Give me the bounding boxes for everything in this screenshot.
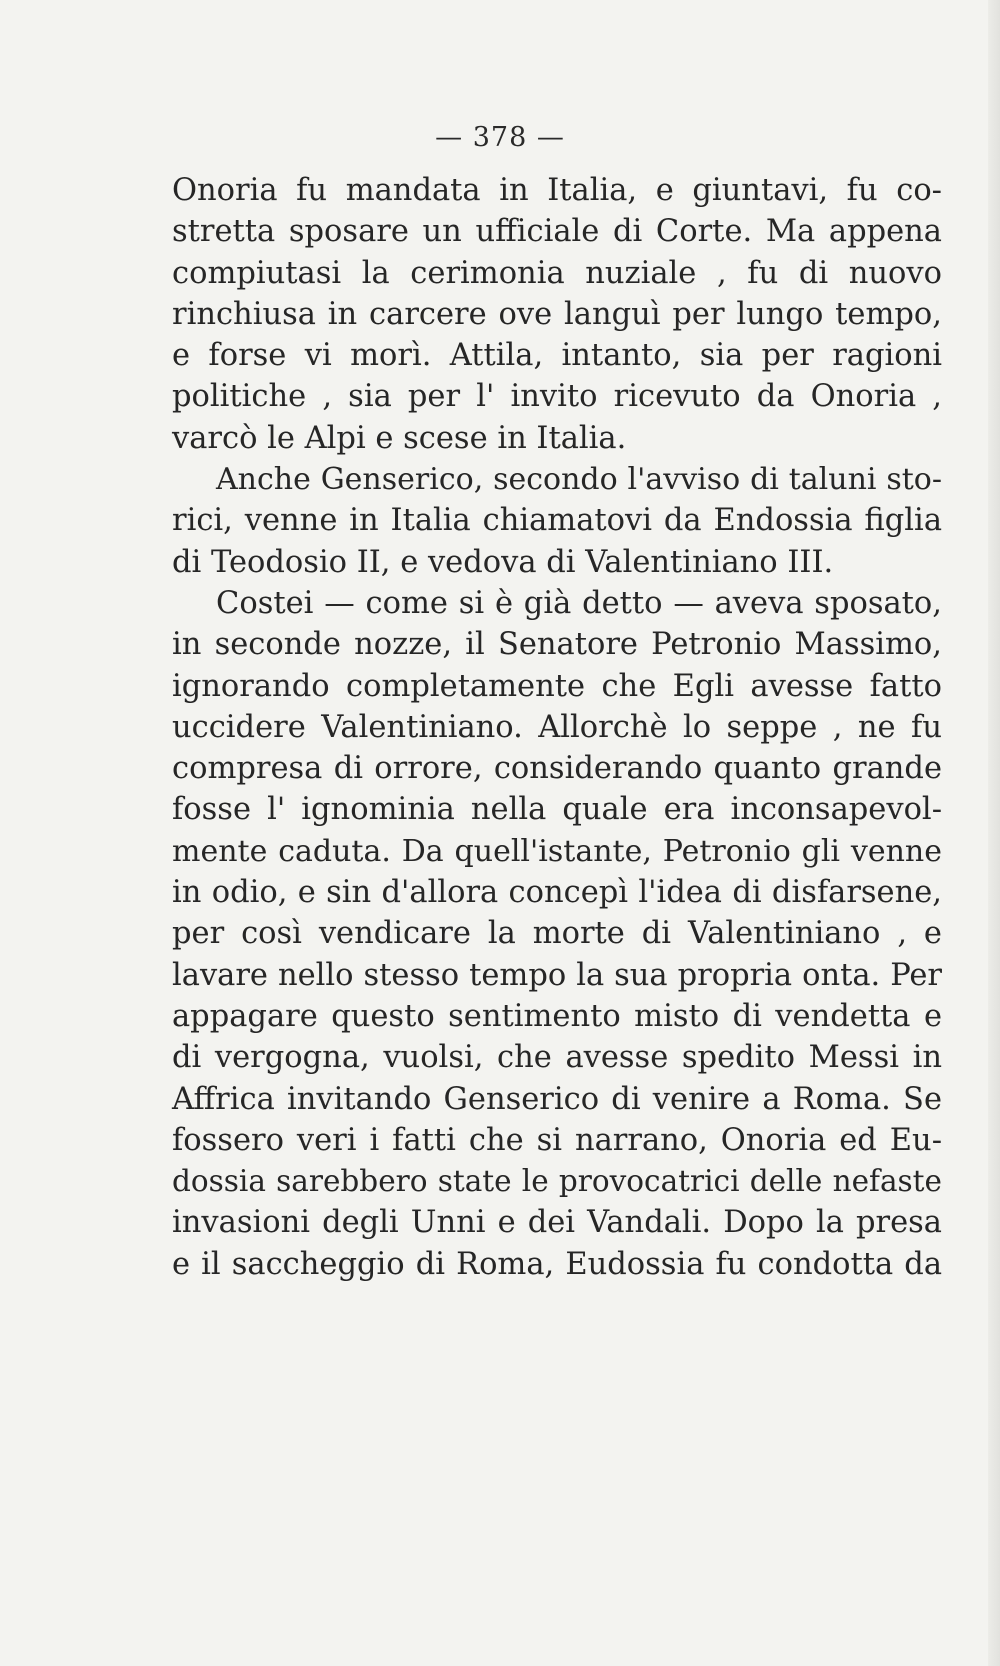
page-number: — 378 —	[435, 122, 565, 153]
text-line: e il saccheggio di Roma, Eudossia fu condotta da	[172, 1246, 942, 1282]
text-line: mente caduta. Da quell'istante, Petronio gli venne	[172, 833, 942, 869]
body-text	[172, 170, 942, 1285]
text-line: rici, venne in Italia chiamatovi da Endossia figlia	[172, 503, 942, 539]
text-line: in odio, e sin d'allora concepì l'idea di disfarsene,	[172, 875, 942, 911]
text-line: di vergogna, vuolsi, che avesse spedito Messi in	[172, 1040, 942, 1076]
text-line: uccidere Valentiniano. Allorchè lo seppe , ne fu	[172, 709, 942, 745]
text-line: varcò le Alpi e scese in Italia.	[172, 420, 627, 456]
text-line: lavare nello stesso tempo la sua propria onta. Per	[172, 957, 942, 993]
text-line: compiutasi la cerimonia nuziale , fu di nuovo	[172, 255, 942, 291]
text-line: per così vendicare la morte di Valentiniano , e	[172, 916, 942, 952]
text-line: dossia sarebbero state le provocatrici delle nefaste	[172, 1164, 942, 1199]
page-edge	[988, 0, 1000, 1666]
text-line: rinchiusa in carcere ove languì per lungo tempo,	[172, 296, 942, 332]
text-line: ignorando completamente che Egli avesse fatto	[172, 668, 942, 704]
text-line: in seconde nozze, il Senatore Petronio Massimo,	[172, 627, 942, 663]
text-line: Affrica invitando Genserico di venire a Roma. Se	[172, 1081, 942, 1117]
text-line: stretta sposare un ufficiale di Corte. Ma appena	[172, 214, 942, 250]
text-line: Costei — come si è già detto — aveva sposato,	[216, 585, 942, 621]
text-line: invasioni degli Unni e dei Vandali. Dopo la presa	[172, 1205, 942, 1241]
text-line: e forse vi morì. Attila, intanto, sia per ragioni	[172, 338, 942, 374]
text-line: di Teodosio II, e vedova di Valentiniano III.	[172, 544, 834, 580]
text-line: Onoria fu mandata in Italia, e giuntavi, fu co-	[172, 173, 942, 208]
text-line: Anche Genserico, secondo l'avviso di taluni sto-	[216, 462, 942, 498]
text-line: compresa di orrore, considerando quanto grande	[172, 751, 942, 787]
text-line: fossero veri i fatti che si narrano, Onoria ed Eu-	[172, 1122, 942, 1158]
text-line: politiche , sia per l' invito ricevuto da Onoria ,	[172, 379, 942, 415]
text-line: appagare questo sentimento misto di vendetta e	[172, 998, 942, 1034]
text-line: fosse l' ignominia nella quale era inconsapevol-	[172, 792, 942, 828]
